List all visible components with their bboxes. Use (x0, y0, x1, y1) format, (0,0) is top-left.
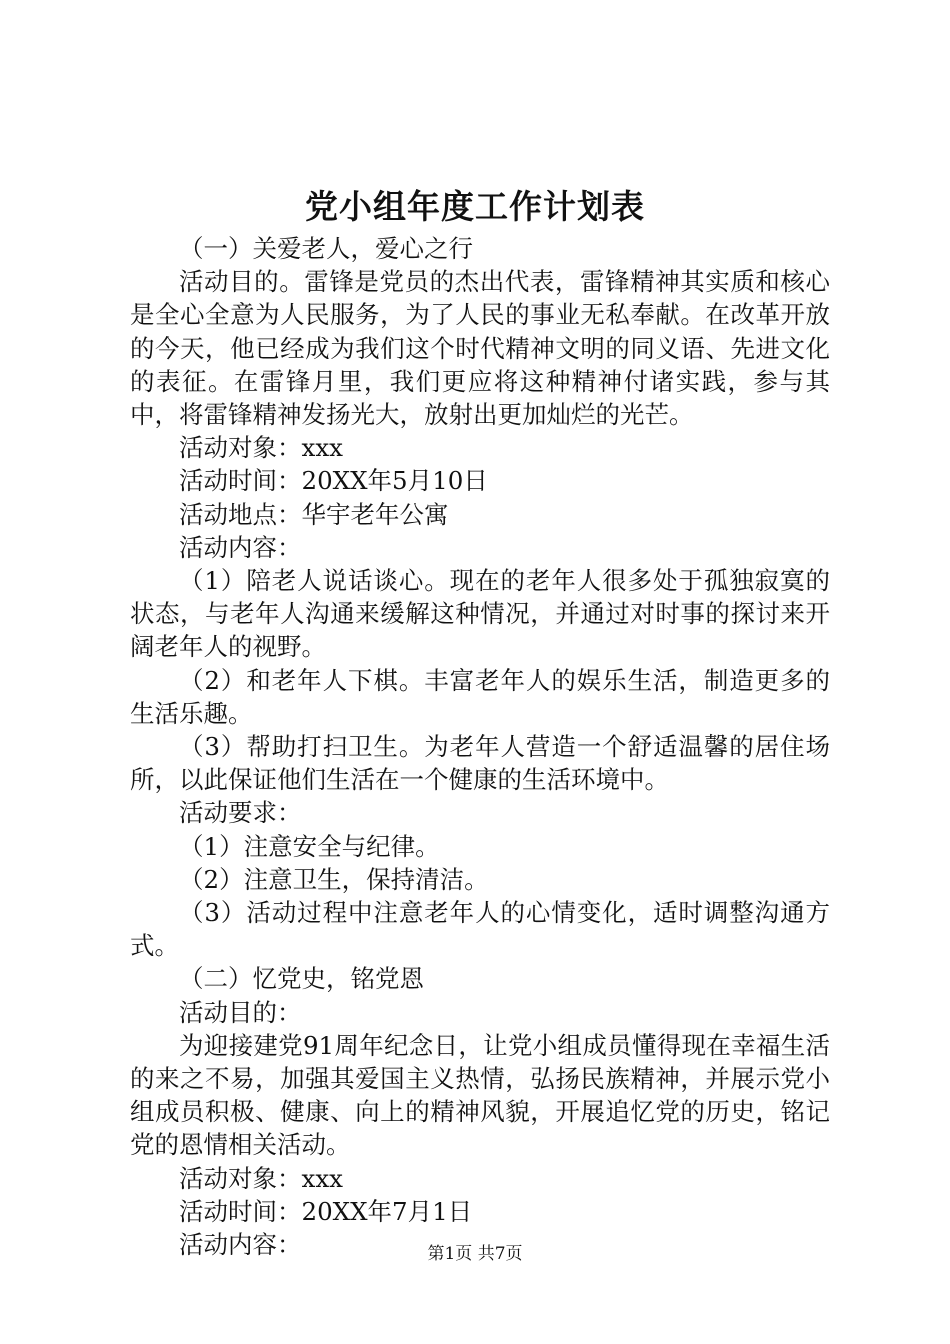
paragraph-content-label-2: 活动内容： (179, 1230, 302, 1260)
document-body (130, 232, 830, 1261)
paragraph-purpose-label-2: 活动目的： (179, 997, 302, 1027)
paragraph-requirement-2: （2）注意卫生，保持清洁。 (179, 864, 489, 894)
section-heading-2: （二）忆党史，铭党恩 (179, 964, 424, 994)
page-footer: 第1页 共7页 (427, 1244, 523, 1264)
paragraph-content-item-1: （1）陪老人说话谈心。现在的老年人很多处于孤独寂寞的状态，与老年人沟通来缓解这种情况，并通过对时事的探讨来开阔老年人的视野。 (130, 566, 830, 662)
paragraph-content-label-1: 活动内容： (179, 532, 302, 562)
paragraph-purpose-1: 活动目的。雷锋是党员的杰出代表，雷锋精神其实质和核心是全心全意为人民服务，为了人民的事业无私奉献。在改革开放的今天，他已经成为我们这个时代精神文明的同义语、先进文化的表征。在雷锋月里，我们更应将这种精神付诸实践，参与其中，将雷锋精神发扬光大，放射出更加灿烂的光芒。 (130, 267, 830, 430)
paragraph-target-2: 活动对象：xxx (179, 1163, 343, 1193)
paragraph-time-1: 活动时间：20XX年5月10日 (179, 466, 488, 496)
paragraph-content-item-3: （3）帮助打扫卫生。为老年人营造一个舒适温馨的居住场所，以此保证他们生活在一个健康的生活环境中。 (130, 732, 830, 795)
document-title: 党小组年度工作计划表 (305, 187, 645, 226)
paragraph-requirement-1: （1）注意安全与纪律。 (179, 831, 440, 861)
paragraph-time-2: 活动时间：20XX年7月1日 (179, 1196, 473, 1226)
paragraph-purpose-2: 为迎接建党91周年纪念日，让党小组成员懂得现在幸福生活的来之不易，加强其爱国主义热情，弘扬民族精神，并展示党小组成员积极、健康、向上的精神风貌，开展追忆党的历史，铭记党的恩情相关活动。 (130, 1030, 830, 1160)
paragraph-requirements-label: 活动要求： (179, 798, 302, 828)
paragraph-target-1: 活动对象：xxx (179, 433, 343, 463)
section-heading-1: （一）关爱老人，爱心之行 (179, 234, 473, 263)
paragraph-requirement-3: （3）活动过程中注意老年人的心情变化，适时调整沟通方式。 (130, 898, 830, 961)
paragraph-content-item-2: （2）和老年人下棋。丰富老年人的娱乐生活，制造更多的生活乐趣。 (130, 665, 830, 728)
paragraph-location-1: 活动地点：华宇老年公寓 (179, 499, 449, 529)
